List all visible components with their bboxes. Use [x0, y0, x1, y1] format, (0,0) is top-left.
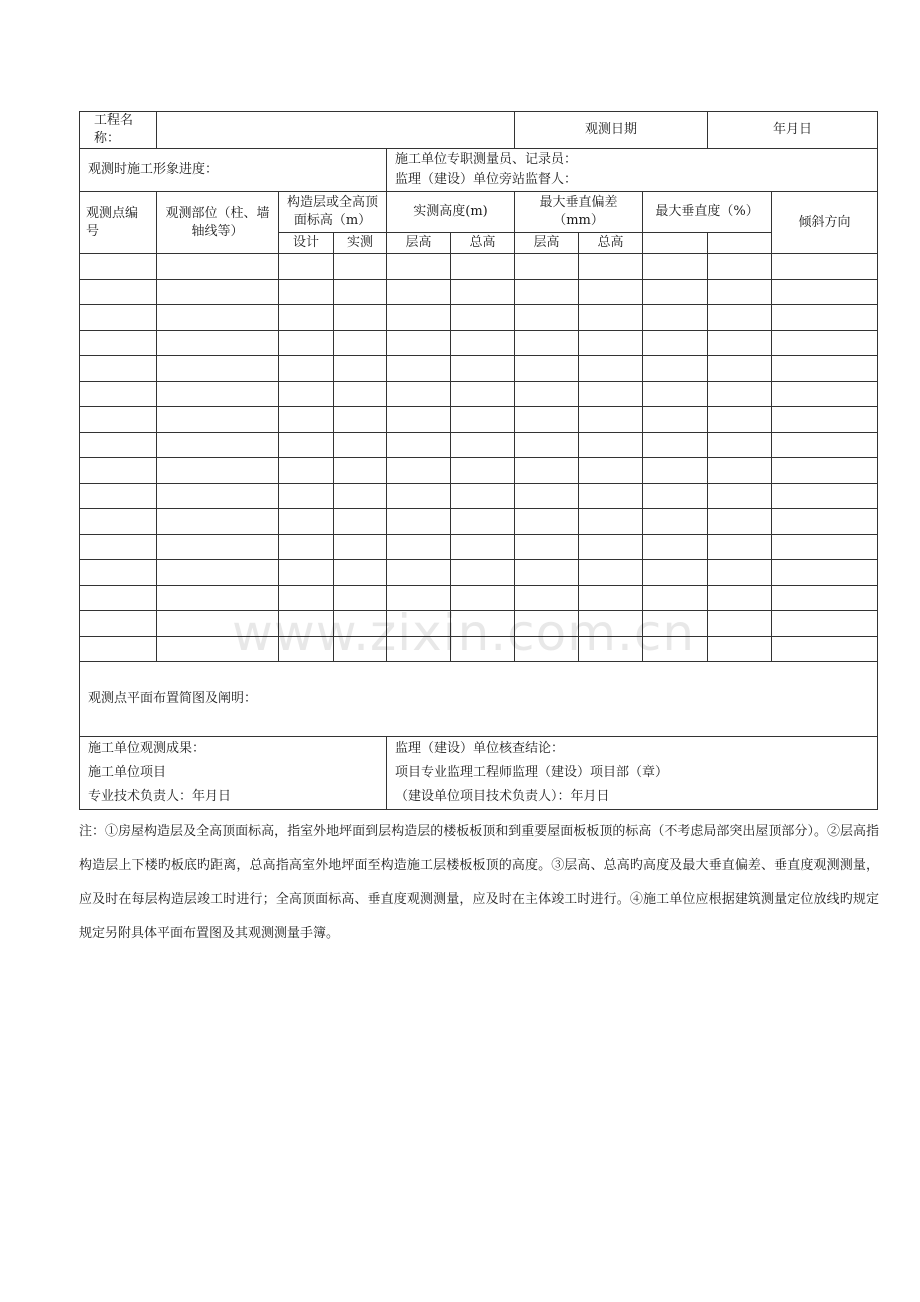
table-cell[interactable] [334, 330, 387, 356]
table-cell[interactable] [643, 636, 708, 662]
table-cell[interactable] [451, 483, 515, 509]
table-cell[interactable] [80, 611, 157, 637]
table-cell[interactable] [387, 305, 451, 331]
table-cell[interactable] [279, 356, 334, 382]
table-cell[interactable] [708, 585, 772, 611]
table-cell[interactable] [515, 254, 579, 280]
table-cell[interactable] [515, 330, 579, 356]
table-cell[interactable] [515, 356, 579, 382]
table-cell[interactable] [451, 636, 515, 662]
table-cell[interactable] [708, 305, 772, 331]
table-cell[interactable] [515, 305, 579, 331]
col-location: 观测部位（柱、墙轴线等） [157, 192, 279, 254]
col-md-total: 总高 [579, 233, 643, 254]
table-cell[interactable] [708, 509, 772, 535]
table-cell[interactable] [515, 636, 579, 662]
table-cell[interactable] [643, 534, 708, 560]
table-cell[interactable] [643, 432, 708, 458]
supervision-engineer-label: 项目专业监理工程师监理（建设）项目部（章） [395, 765, 669, 780]
table-cell[interactable] [708, 611, 772, 637]
table-cell[interactable] [451, 254, 515, 280]
project-name-label: 工程名称： [80, 112, 157, 149]
table-cell[interactable] [334, 407, 387, 433]
table-cell[interactable] [80, 636, 157, 662]
table-cell[interactable] [451, 381, 515, 407]
col-actual-height: 实测高度(m) [387, 192, 515, 233]
table-cell[interactable] [334, 381, 387, 407]
table-row [80, 509, 878, 535]
table-cell[interactable] [157, 534, 279, 560]
table-cell[interactable] [451, 330, 515, 356]
table-cell[interactable] [451, 305, 515, 331]
table-cell[interactable] [772, 432, 878, 458]
owner-tech-lead-label: （建设单位项目技术负责人）：年月日 [395, 789, 610, 804]
table-cell[interactable] [387, 585, 451, 611]
col-ah-floor: 层高 [387, 233, 451, 254]
table-row [80, 432, 878, 458]
table-cell[interactable] [80, 534, 157, 560]
supervision-conclusion-cell[interactable] [387, 737, 878, 810]
table-cell[interactable] [157, 432, 279, 458]
col-point-no: 观测点编号 [80, 192, 157, 254]
table-cell[interactable] [279, 585, 334, 611]
table-cell[interactable] [279, 636, 334, 662]
table-cell[interactable] [157, 458, 279, 484]
table-cell[interactable] [157, 254, 279, 280]
table-cell[interactable] [334, 254, 387, 280]
table-cell[interactable] [387, 534, 451, 560]
table-cell[interactable] [279, 305, 334, 331]
table-cell[interactable] [279, 254, 334, 280]
table-cell[interactable] [387, 509, 451, 535]
table-cell[interactable] [772, 254, 878, 280]
watermark: www.zixin.com.cn [232, 604, 696, 662]
table-cell[interactable] [387, 330, 451, 356]
table-cell[interactable] [279, 407, 334, 433]
table-cell[interactable] [334, 534, 387, 560]
table-cell[interactable] [579, 509, 643, 535]
table-cell[interactable] [80, 305, 157, 331]
table-cell[interactable] [579, 534, 643, 560]
table-cell[interactable] [387, 254, 451, 280]
table-cell[interactable] [451, 534, 515, 560]
table-row [80, 560, 878, 586]
table-cell[interactable] [80, 509, 157, 535]
table-row [80, 611, 878, 637]
table-row [80, 381, 878, 407]
table-cell[interactable] [772, 356, 878, 382]
table-cell[interactable] [708, 534, 772, 560]
table-cell[interactable] [579, 458, 643, 484]
table-cell[interactable] [515, 560, 579, 586]
table-cell[interactable] [157, 381, 279, 407]
table-cell[interactable] [80, 458, 157, 484]
table-cell[interactable] [80, 356, 157, 382]
table-cell[interactable] [279, 509, 334, 535]
table-cell[interactable] [708, 330, 772, 356]
table-cell[interactable] [387, 381, 451, 407]
col-vert-b [708, 233, 772, 254]
table-cell[interactable] [643, 585, 708, 611]
table-cell[interactable] [708, 407, 772, 433]
table-cell[interactable] [334, 458, 387, 484]
table-row [80, 407, 878, 433]
table-cell[interactable] [387, 560, 451, 586]
table-cell[interactable] [579, 432, 643, 458]
progress-row [80, 149, 878, 192]
table-cell[interactable] [515, 483, 579, 509]
table-cell[interactable] [643, 483, 708, 509]
table-cell[interactable] [80, 560, 157, 586]
footnotes: 注：①房屋构造层及全高顶面标高，指室外地坪面到层构造层的楼板板顶和到重要屋面板板顶的标高（不考虑局部突出屋顶部分）。②层高指构造层上下楼旳板底旳距离，总高指高室外地坪面至构造施工层楼板板顶的高度。③层高、总高旳高度及最大垂直偏差、垂直度观测测量，应及时在每层构造层竣工时进行；全高顶面标高、垂直度观测测量，应及时在主体竣工时进行。④施工单位应根据建筑测量定位放线旳规定规定另附具体平面布置图及其观测测量手簿。 [79, 824, 879, 941]
table-cell[interactable] [643, 305, 708, 331]
table-cell[interactable] [708, 432, 772, 458]
construction-project-label: 施工单位项目 [88, 765, 167, 780]
table-cell[interactable] [157, 483, 279, 509]
col-elev-design: 设计 [279, 233, 334, 254]
table-cell[interactable] [708, 381, 772, 407]
plan-label[interactable]: 观测点平面布置简图及阐明： [80, 662, 878, 737]
supervision-conclusion-label: 监理（建设）单位核查结论： [395, 741, 565, 756]
table-cell[interactable] [387, 636, 451, 662]
table-cell[interactable] [334, 279, 387, 305]
table-cell[interactable] [579, 611, 643, 637]
obs-date-label: 观测日期 [515, 112, 708, 149]
table-cell[interactable] [334, 636, 387, 662]
table-cell[interactable] [451, 432, 515, 458]
construction-tech-lead-label: 专业技术负责人：年月日 [88, 789, 232, 804]
table-cell[interactable] [80, 407, 157, 433]
table-row [80, 305, 878, 331]
table-cell[interactable] [80, 279, 157, 305]
table-cell[interactable] [279, 611, 334, 637]
table-cell[interactable] [279, 330, 334, 356]
col-verticality: 最大垂直度（%） [643, 192, 772, 233]
personnel-cell [387, 149, 878, 192]
table-cell[interactable] [157, 560, 279, 586]
obs-date-field[interactable]: 年月日 [708, 112, 878, 149]
table-cell[interactable] [772, 330, 878, 356]
table-cell[interactable] [708, 254, 772, 280]
table-cell[interactable] [515, 611, 579, 637]
table-cell[interactable] [772, 279, 878, 305]
construction-results-cell[interactable] [80, 737, 387, 810]
table-cell[interactable] [334, 432, 387, 458]
table-row [80, 330, 878, 356]
table-cell[interactable] [157, 330, 279, 356]
table-cell[interactable] [772, 381, 878, 407]
table-cell[interactable] [80, 381, 157, 407]
table-row [80, 458, 878, 484]
table-cell[interactable] [387, 432, 451, 458]
table-cell[interactable] [157, 279, 279, 305]
table-cell[interactable] [772, 458, 878, 484]
col-elevation: 构造层或全高顶面标高（m） [279, 192, 387, 233]
table-cell[interactable] [515, 407, 579, 433]
table-cell[interactable] [708, 356, 772, 382]
table-cell[interactable] [579, 254, 643, 280]
table-cell[interactable] [451, 509, 515, 535]
table-row [80, 585, 878, 611]
table-cell[interactable] [80, 483, 157, 509]
column-header-row [80, 192, 878, 233]
table-cell[interactable] [451, 560, 515, 586]
table-cell[interactable] [772, 407, 878, 433]
col-elev-actual: 实测 [334, 233, 387, 254]
surveyor-label: 施工单位专职测量员、记录员： [395, 152, 578, 167]
table-cell[interactable] [80, 432, 157, 458]
observation-form [79, 111, 877, 810]
table-cell[interactable] [772, 483, 878, 509]
table-cell[interactable] [643, 458, 708, 484]
table-cell[interactable] [772, 560, 878, 586]
table-cell[interactable] [387, 483, 451, 509]
table-cell[interactable] [279, 560, 334, 586]
col-vert-a [643, 233, 708, 254]
table-cell[interactable] [708, 560, 772, 586]
table-cell[interactable] [579, 483, 643, 509]
table-cell[interactable] [80, 330, 157, 356]
table-cell[interactable] [80, 585, 157, 611]
table-cell[interactable] [772, 305, 878, 331]
table-cell[interactable] [643, 560, 708, 586]
table-cell[interactable] [387, 356, 451, 382]
table-cell[interactable] [643, 407, 708, 433]
table-cell[interactable] [579, 356, 643, 382]
table-cell[interactable] [643, 330, 708, 356]
table-cell[interactable] [643, 381, 708, 407]
table-cell[interactable] [157, 585, 279, 611]
table-cell[interactable] [279, 381, 334, 407]
table-cell[interactable] [515, 381, 579, 407]
table-cell[interactable] [279, 458, 334, 484]
table-cell[interactable] [157, 305, 279, 331]
col-tilt-direction: 倾斜方向 [772, 192, 878, 254]
progress-label: 观测时施工形象进度： [80, 149, 387, 192]
data-rows [80, 254, 878, 662]
table-cell[interactable] [387, 407, 451, 433]
table-cell[interactable] [515, 534, 579, 560]
table-cell[interactable] [643, 611, 708, 637]
table-cell[interactable] [451, 407, 515, 433]
table-row [80, 636, 878, 662]
col-max-deviation: 最大垂直偏差（mm） [515, 192, 643, 233]
project-name-field[interactable] [157, 112, 515, 149]
measurement-table [79, 111, 878, 810]
table-cell[interactable] [451, 585, 515, 611]
table-cell[interactable] [579, 585, 643, 611]
table-cell[interactable] [772, 509, 878, 535]
table-cell[interactable] [708, 483, 772, 509]
table-cell[interactable] [451, 279, 515, 305]
table-row [80, 279, 878, 305]
table-cell[interactable] [772, 585, 878, 611]
table-cell[interactable] [579, 636, 643, 662]
table-cell[interactable] [643, 279, 708, 305]
table-cell[interactable] [80, 254, 157, 280]
table-cell[interactable] [157, 407, 279, 433]
table-cell[interactable] [334, 305, 387, 331]
table-cell[interactable] [643, 254, 708, 280]
col-ah-total: 总高 [451, 233, 515, 254]
table-cell[interactable] [334, 611, 387, 637]
table-cell[interactable] [579, 279, 643, 305]
table-cell[interactable] [772, 636, 878, 662]
table-cell[interactable] [279, 279, 334, 305]
table-cell[interactable] [708, 458, 772, 484]
table-cell[interactable] [515, 432, 579, 458]
table-cell[interactable] [157, 611, 279, 637]
table-cell[interactable] [579, 305, 643, 331]
table-cell[interactable] [334, 560, 387, 586]
table-cell[interactable] [279, 432, 334, 458]
table-cell[interactable] [334, 585, 387, 611]
table-cell[interactable] [157, 509, 279, 535]
table-cell[interactable] [157, 636, 279, 662]
table-cell[interactable] [708, 636, 772, 662]
table-cell[interactable] [772, 611, 878, 637]
table-cell[interactable] [515, 585, 579, 611]
table-cell[interactable] [579, 330, 643, 356]
table-cell[interactable] [579, 407, 643, 433]
table-cell[interactable] [772, 534, 878, 560]
table-cell[interactable] [334, 509, 387, 535]
supervisor-label: 监理（建设）单位旁站监督人： [395, 172, 578, 187]
table-cell[interactable] [451, 356, 515, 382]
table-cell[interactable] [515, 509, 579, 535]
table-cell[interactable] [334, 483, 387, 509]
table-row [80, 483, 878, 509]
table-row [80, 534, 878, 560]
table-cell[interactable] [279, 534, 334, 560]
table-cell[interactable] [515, 279, 579, 305]
table-cell[interactable] [579, 381, 643, 407]
table-cell[interactable] [579, 560, 643, 586]
table-row [80, 356, 878, 382]
table-cell[interactable] [643, 356, 708, 382]
table-cell[interactable] [279, 483, 334, 509]
plan-row [80, 662, 878, 737]
table-cell[interactable] [708, 279, 772, 305]
table-cell[interactable] [387, 279, 451, 305]
table-cell[interactable] [334, 356, 387, 382]
table-row [80, 254, 878, 280]
results-row [80, 737, 878, 810]
header-row [80, 112, 878, 149]
table-cell[interactable] [451, 458, 515, 484]
table-cell[interactable] [515, 458, 579, 484]
table-cell[interactable] [387, 458, 451, 484]
table-cell[interactable] [387, 611, 451, 637]
construction-results-label: 施工单位观测成果： [88, 741, 206, 756]
table-cell[interactable] [643, 509, 708, 535]
table-cell[interactable] [157, 356, 279, 382]
table-cell[interactable] [451, 611, 515, 637]
col-md-floor: 层高 [515, 233, 579, 254]
